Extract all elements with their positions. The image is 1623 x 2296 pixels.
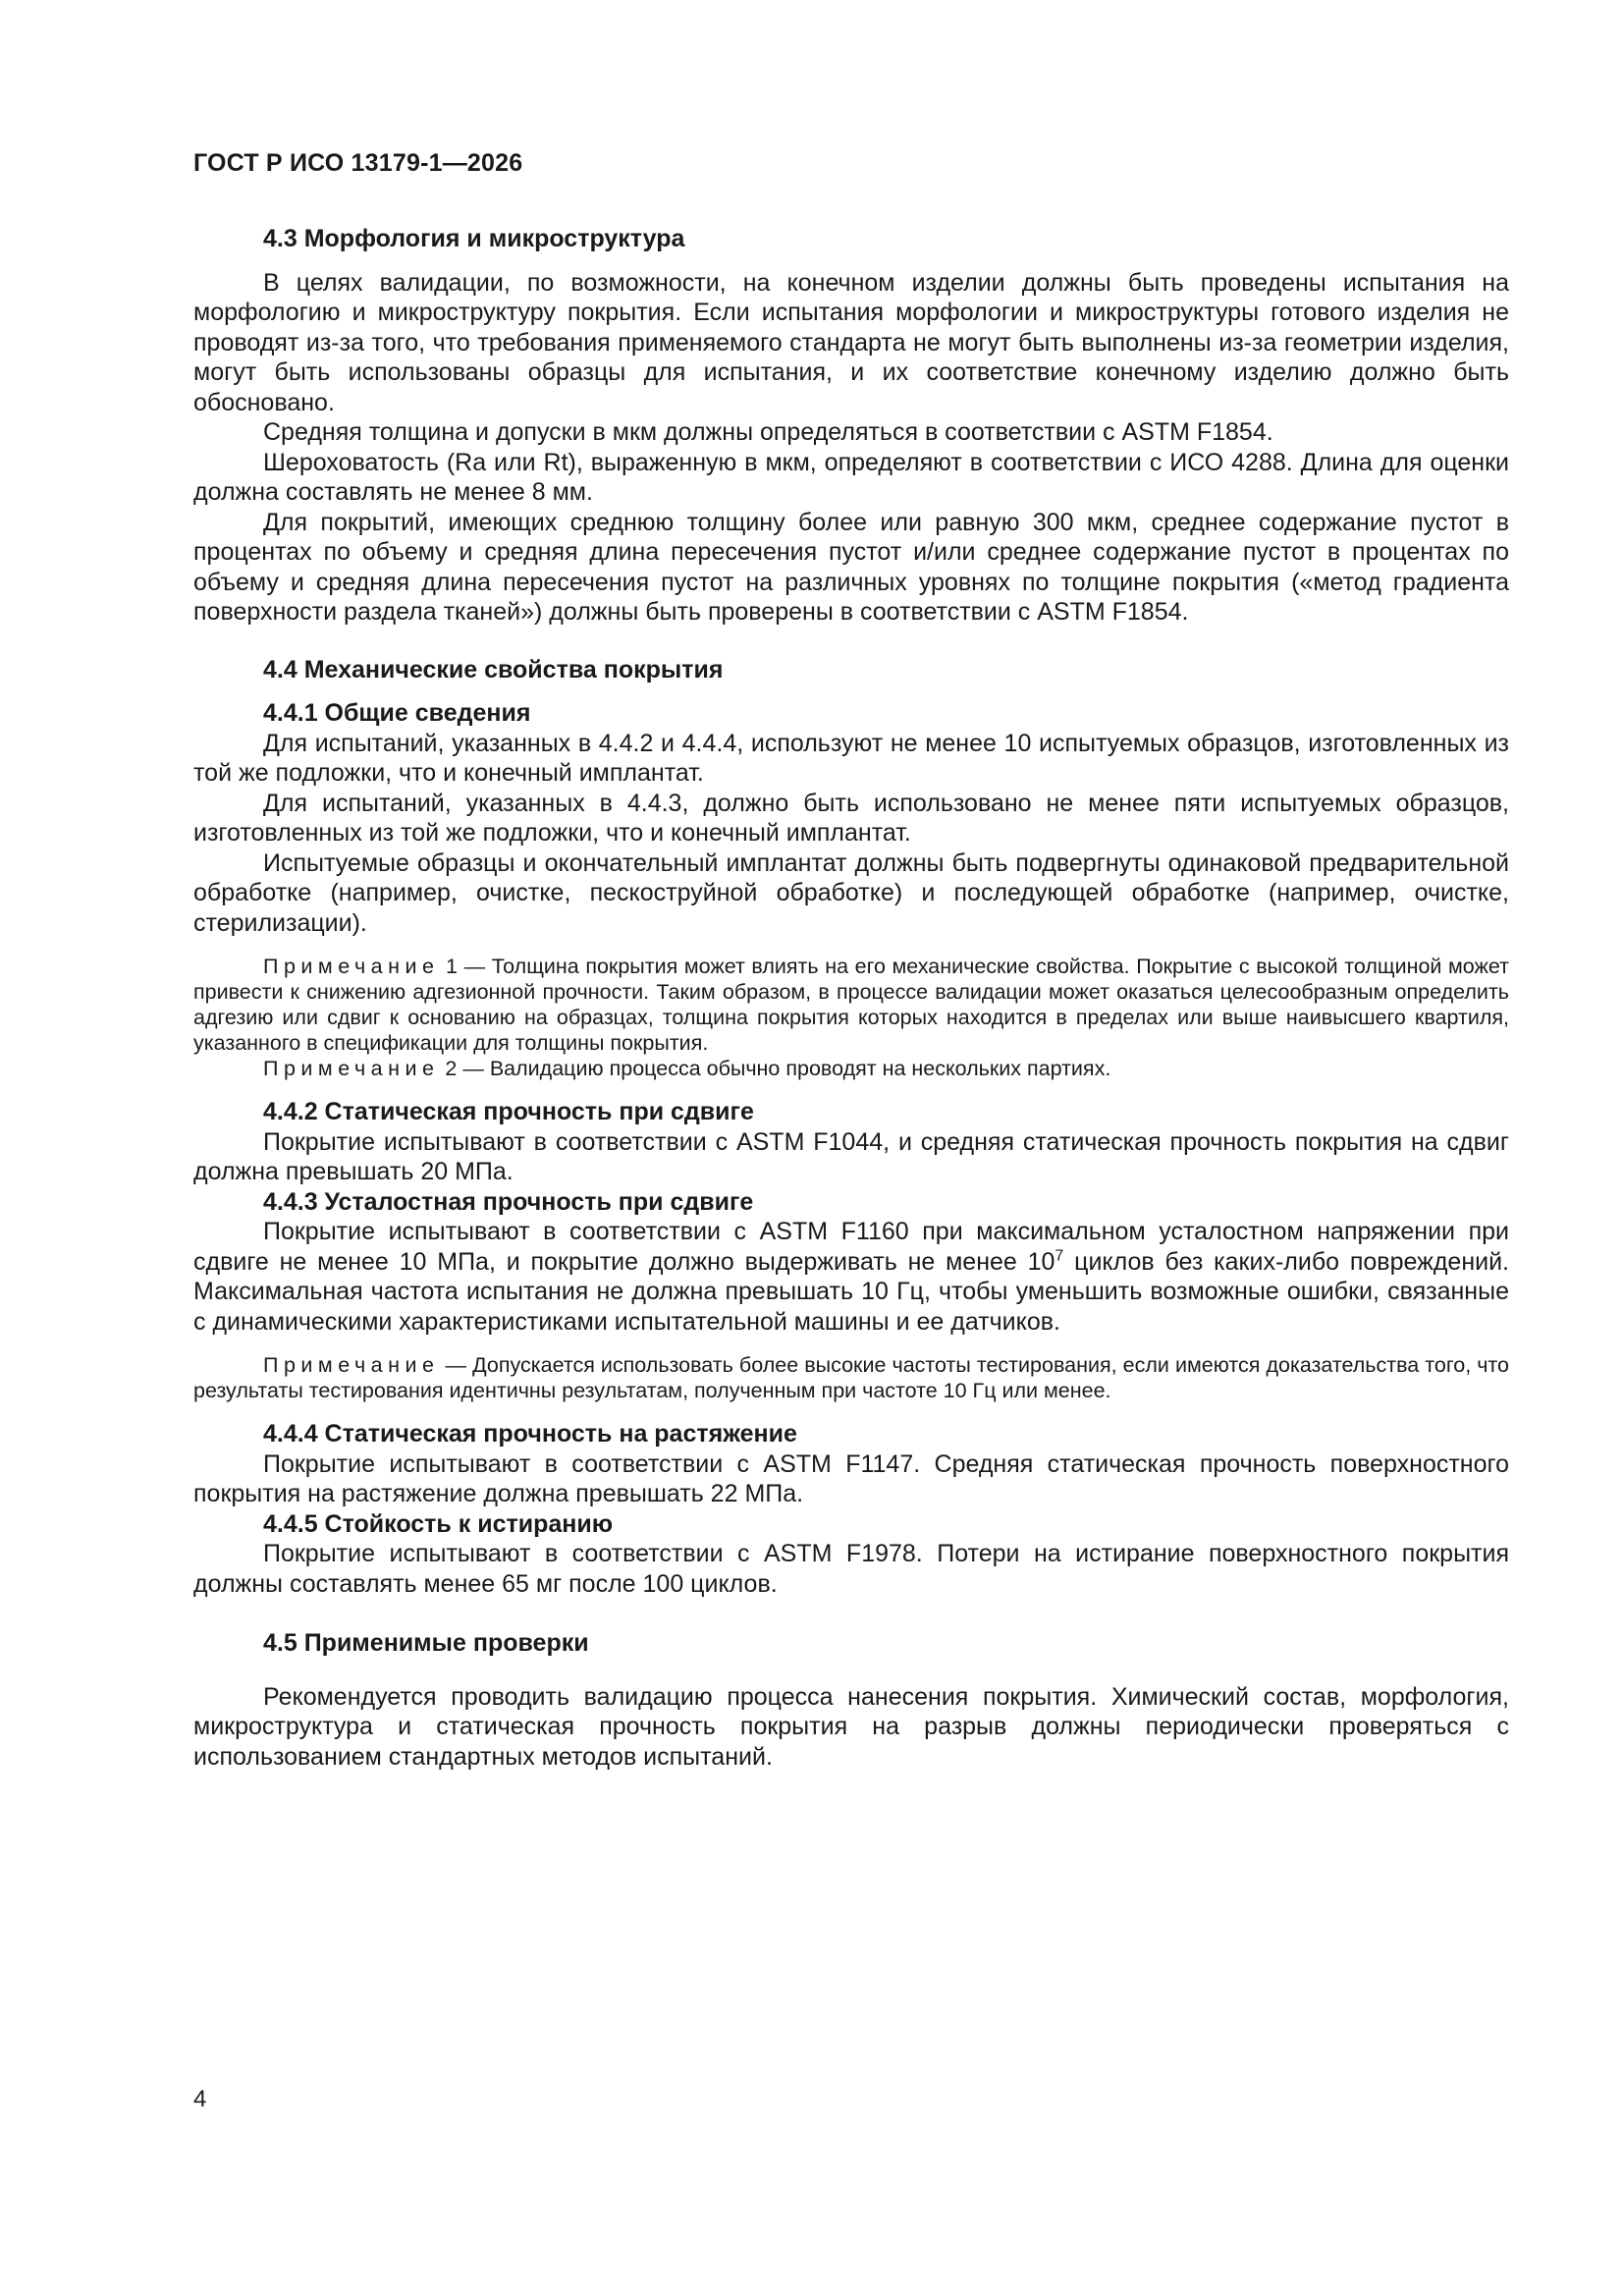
section-4-4-3-heading: 4.4.3 Усталостная прочность при сдвиге <box>263 1187 754 1216</box>
page-body <box>193 224 1509 1772</box>
section-4-5-paragraph: Рекомендуется проводить валидацию процесса нанесения покрытия. Химический состав, морфология, микроструктура и статическая прочность покрытия на разрыв должны периодически проверяться с использованием стандартных методов испытаний. <box>193 1682 1509 1771</box>
page-number: 4 <box>193 2086 207 2112</box>
section-4-3-paragraph-2: Средняя толщина и допуски в мкм должны определяться в соответствии с ASTM F1854. <box>263 418 1273 446</box>
section-4-4-5-paragraph: Покрытие испытывают в соответствии с ASTM F1978. Потери на истирание поверхностного покрытия должны составлять менее 65 мг после 100 циклов. <box>193 1540 1509 1598</box>
note-3-label: Примечание <box>263 1353 440 1377</box>
section-4-3-paragraph-3: Шероховатость (Ra или Rt), выраженную в мкм, определяют в соответствии с ИСО 4288. Длина для оценки должна составлять не менее 8 мм. <box>193 448 1509 506</box>
section-4-4-5-heading: 4.4.5 Стойкость к истиранию <box>263 1509 614 1538</box>
section-4-4-4-paragraph: Покрытие испытывают в соответствии с ASTM F1147. Средняя статическая прочность поверхностного покрытия на растяжение должна превышать 22 МПа. <box>193 1449 1509 1507</box>
note-3 <box>193 1352 1509 1403</box>
section-4-4-2-heading: 4.4.2 Статическая прочность при сдвиге <box>263 1098 754 1125</box>
section-4-4-4-heading: 4.4.4 Статическая прочность на растяжение <box>263 1420 797 1448</box>
exponent-superscript: 7 <box>1055 1247 1064 1265</box>
note-2-label: Примечание <box>263 1057 440 1080</box>
note-3-text: — Допускается использовать более высокие частоты тестирования, если имеются доказательства того, что результаты тестирования идентичны результатам, полученным при частоте 10 Гц или менее. <box>193 1353 1509 1402</box>
note-2 <box>193 1056 1509 1081</box>
section-4-4-1-paragraph-3: Испытуемые образцы и окончательный имплантат должны быть подвергнуты одинаковой предварительной обработке (например, очистке, пескоструйной обработке) и последующей обработке (например, очистке, стерилизации). <box>193 848 1509 937</box>
section-4-4-3-paragraph-part-a: Покрытие испытывают в соответствии с ASTM F1160 при максимальном усталостном напряжении при сдвиге не менее 10 МПа, и покрытие должно выдерживать не менее 10 <box>193 1218 1509 1276</box>
section-4-4-1-heading: 4.4.1 Общие сведения <box>263 699 531 727</box>
section-4-3-paragraph-4: Для покрытий, имеющих среднюю толщину более или равную 300 мкм, среднее содержание пустот в процентах по объему и средняя длина пересечения пустот и/или среднее содержание пустот в процентах по объему и средняя длина пересечения пустот на различных уровнях по толщине покрытия («метод градиента поверхности раздела тканей») должны быть проверены в соответствии с ASTM F1854. <box>193 508 1509 626</box>
section-4-4-3-paragraph-part-b: циклов без каких-либо повреждений. Максимальная частота испытания не должна превышать 10 Гц, чтобы уменьшить возможные ошибки, связанные с динамическими характеристиками испытательной машины и ее датчиков. <box>193 1247 1509 1336</box>
section-4-4-2-paragraph: Покрытие испытывают в соответствии с ASTM F1044, и средняя статическая прочность покрытия на сдвиг должна превышать 20 МПа. <box>193 1127 1509 1185</box>
note-1-label: Примечание <box>263 955 440 978</box>
section-4-4-heading: 4.4 Механические свойства покрытия <box>263 655 724 683</box>
note-1 <box>193 954 1509 1056</box>
document-code-header: ГОСТ Р ИСО 13179-1—2026 <box>193 149 523 177</box>
section-4-4-1-paragraph-1: Для испытаний, указанных в 4.4.2 и 4.4.4, используют не менее 10 испытуемых образцов, изготовленных из той же подложки, что и конечный имплантат. <box>193 729 1509 787</box>
note-1-text: 1 — Толщина покрытия может влиять на его механические свойства. Покрытие с высокой толщиной может привести к снижению адгезионной прочности. Таким образом, в процессе валидации может оказаться целесообразным определить адгезию или сдвиг к основанию на образцах, толщина покрытия которых находится в пределах или выше наивысшего квартиля, указанного в спецификации для толщины покрытия. <box>193 955 1509 1055</box>
section-4-3-paragraph-1: В целях валидации, по возможности, на конечном изделии должны быть проведены испытания на морфологию и микроструктуру покрытия. Если испытания морфологии и микроструктуры готового изделия не проводят из-за того, что требования применяемого стандарта не могут быть выполнены из-за геометрии изделия, могут быть использованы образцы для испытания, и их соответствие конечному изделию должно быть обосновано. <box>193 268 1509 416</box>
section-4-5-heading: 4.5 Применимые проверки <box>263 1629 589 1657</box>
note-2-text: 2 — Валидацию процесса обычно проводят на нескольких партиях. <box>439 1057 1111 1080</box>
section-4-4-3-paragraph <box>193 1217 1509 1337</box>
section-4-4-1-paragraph-2: Для испытаний, указанных в 4.4.3, должно быть использовано не менее пяти испытуемых образцов, изготовленных из той же подложки, что и конечный имплантат. <box>193 789 1509 847</box>
section-4-3-heading: 4.3 Морфология и микроструктура <box>263 225 685 252</box>
